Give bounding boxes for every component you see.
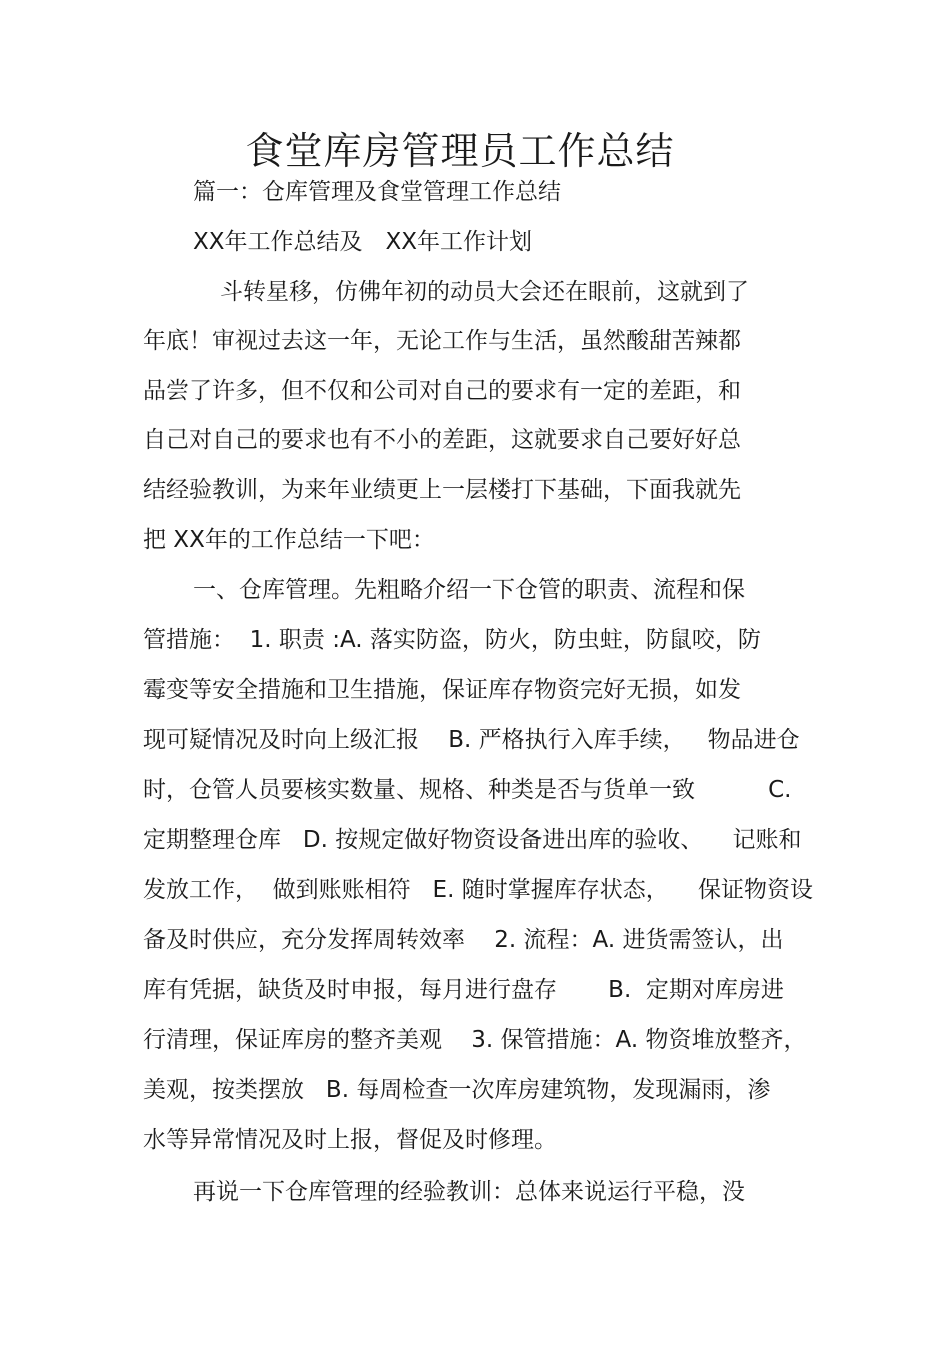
paragraph-line: 斗转星移，仿佛年初的动员大会还在眼前，这就到了 [220, 279, 749, 305]
subheading: XX年工作总结及 XX年工作计划 [193, 229, 533, 255]
paragraph-line: 品尝了许多，但不仅和公司对自己的要求有一定的差距，和 [143, 378, 741, 404]
paragraph-line: 自己对自己的要求也有不小的差距，这就要求自己要好好总 [143, 427, 741, 453]
paragraph-line: 水等异常情况及时上报，督促及时修理。 [143, 1127, 557, 1153]
paragraph-line: 结经验教训，为来年业绩更上一层楼打下基础，下面我就先 [143, 477, 741, 503]
paragraph-line: 霉变等安全措施和卫生措施，保证库存物资完好无损，如发 [143, 677, 741, 703]
document-title: 食堂库房管理员工作总结 [245, 129, 675, 173]
paragraph-line: 备及时供应，充分发挥周转效率 2. 流程：A. 进货需签认，出 [143, 927, 784, 953]
paragraph-line: 一、仓库管理。先粗略介绍一下仓管的职责、流程和保 [193, 577, 745, 603]
paragraph-line: 年底！审视过去这一年，无论工作与生活，虽然酸甜苦辣都 [143, 328, 741, 354]
paragraph-line: 美观，按类摆放 B. 每周检查一次库房建筑物，发现漏雨，渗 [143, 1077, 771, 1103]
paragraph-line: 库有凭据，缺货及时申报，每月进行盘存 B. 定期对库房进 [143, 977, 784, 1003]
paragraph-line: 把 XX年的工作总结一下吧： [143, 527, 435, 553]
paragraph-line: 时，仓管人员要核实数量、规格、种类是否与货单一致 C. [143, 777, 792, 803]
paragraph-line: 发放工作， 做到账账相符 E. 随时掌握库存状态， 保证物资设 [143, 877, 813, 903]
paragraph-line: 再说一下仓库管理的经验教训：总体来说运行平稳，没 [193, 1179, 745, 1205]
paragraph-line: 现可疑情况及时向上级汇报 B. 严格执行入库手续， 物品进仓 [143, 727, 800, 753]
section-heading: 篇一：仓库管理及食堂管理工作总结 [193, 179, 561, 205]
paragraph-line: 行清理，保证库房的整齐美观 3. 保管措施：A. 物资堆放整齐， [143, 1027, 807, 1053]
paragraph-line: 定期整理仓库 D. 按规定做好物资设备进出库的验收、 记账和 [143, 827, 802, 853]
paragraph-line: 管措施： 1. 职责 :A. 落实防盗，防火，防虫蛀，防鼠咬，防 [143, 627, 761, 653]
